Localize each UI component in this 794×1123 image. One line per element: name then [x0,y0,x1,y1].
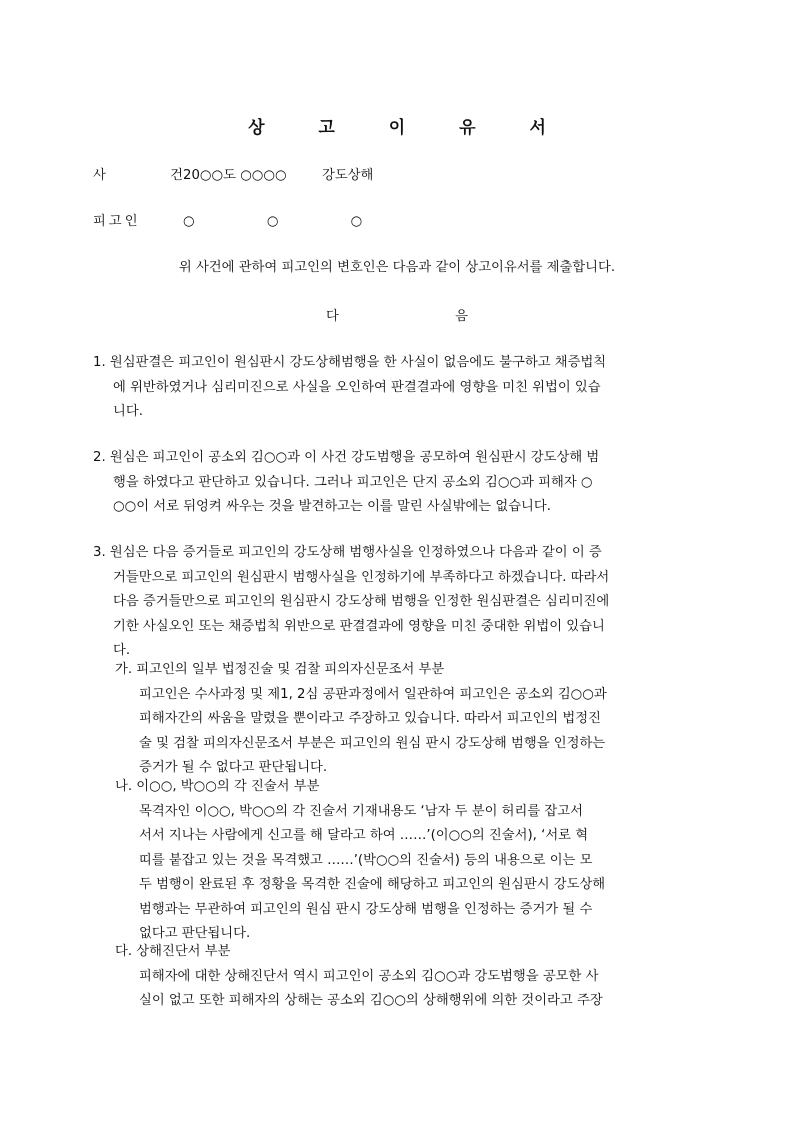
list-item [93,351,699,425]
sub-item-line: 피해자간의 싸움을 말렸을 뿐이라고 주장하고 있습니다. 따라서 피고인의 법정진 [139,711,601,726]
item-line: 다음 증거들만으로 피고인의 원심판시 강도상해 범행을 인정한 원심판결은 심리미진에 [113,594,610,609]
sub-item [115,658,699,781]
case-name: 강도상해 [322,168,374,183]
defendant-row [93,212,396,232]
item-line: 거들만으로 피고인의 원심판시 범행사실을 인정하기에 부족하다고 하겠습니다. 따라서 [113,569,610,585]
case-row [93,166,373,186]
sub-item-line: 서서 지나는 사람에게 신고를 해 달라고 하여 ……’(이○○의 진술서), ‘서로 혁 [139,828,589,843]
sub-item [115,940,699,1014]
case-label: 사 건 [93,168,213,183]
sub-item-title: 다. 상해진단서 부분 [115,944,231,959]
sub-item [115,775,699,947]
sub-item-line: 실이 없고 또한 피해자의 상해는 공소외 김○○의 상해행위에 의한 것이라고 주장 [139,993,603,1008]
section-heading: 다 음 [326,309,524,324]
defendant-name: ○ ○ ○ [183,214,397,229]
case-number: 20○○도 ○○○○ [183,168,287,183]
sub-item-line: 띠를 붙잡고 있는 것을 목격했고 ……’(박○○의 진술서) 등의 내용으로 이는 모 [139,852,593,868]
sub-item-title: 나. 이○○, 박○○의 각 진술서 부분 [115,779,320,794]
sub-item-body [115,683,699,781]
defendant-label: 피고인 [93,214,141,229]
sub-item-line: 피해자에 대한 상해진단서 역시 피고인이 공소외 김○○과 강도범행을 공모한 사 [139,968,599,984]
sub-item-line: 목격자인 이○○, 박○○의 각 진술서 기재내용도 ‘남자 두 분이 허리를 잡고서 [139,803,583,819]
list-item [93,446,699,520]
page-title: 상 고 이 유 서 [248,118,570,138]
item-line: 기한 사실오인 또는 채증법칙 위반으로 판결결과에 영향을 미친 중대한 위법이 있습니 [113,618,605,634]
item-line: 행을 하였다고 판단하고 있습니다. 그러나 피고인은 단지 공소외 김○○과 피해자 ○ [113,474,593,490]
sub-item-line: 피고인은 수사과정 및 제1, 2심 공판과정에서 일관하여 피고인은 공소외 김○○과 [139,686,607,702]
item-line: 에 위반하였거나 심리미진으로 사실을 오인하여 판결결과에 영향을 미친 위법이 있습 [113,379,601,395]
sub-item-line: 없다고 판단됩니다. [139,926,251,941]
item-line: 3. 원심은 다음 증거들로 피고인의 강도상해 범행사실을 인정하였으나 다음과 같이 이 증 [93,545,602,560]
item-line: 니다. [113,404,143,419]
sub-item-line: 술 및 검찰 피의자신문조서 부분은 피고인의 원심 판시 강도상해 범행을 인정하는 [139,735,606,751]
sub-item-line: 두 범행이 완료된 후 정황을 목격한 진술에 해당하고 피고인의 원심판시 강도상해 [139,877,606,892]
sub-item-line: 범행과는 무관하여 피고인의 원심 판시 강도상해 범행을 인정하는 증거가 될 수 [139,901,593,917]
item-line: 2. 원심은 피고인이 공소외 김○○과 이 사건 강도범행을 공모하여 원심판시 강도상해 범 [93,450,600,465]
sub-item-title: 가. 피고인의 일부 법정진술 및 검찰 피의자신문조서 부분 [115,662,445,677]
item-line: ○○이 서로 뒤엉켜 싸우는 것을 발견하고는 이를 말린 사실밖에는 없습니다. [113,499,551,514]
list-item [93,541,699,664]
sub-item-body [115,800,699,947]
item-line: 다. [113,643,131,658]
sub-item-line: 증거가 될 수 없다고 판단됩니다. [139,760,328,775]
intro-paragraph: 위 사건에 관하여 피고인의 변호인은 다음과 같이 상고이유서를 제출합니다. [178,260,616,275]
sub-item-body [115,965,699,1014]
item-line: 1. 원심판결은 피고인이 원심판시 강도상해범행을 한 사실이 없음에도 불구하고 채증법칙 [93,355,607,370]
